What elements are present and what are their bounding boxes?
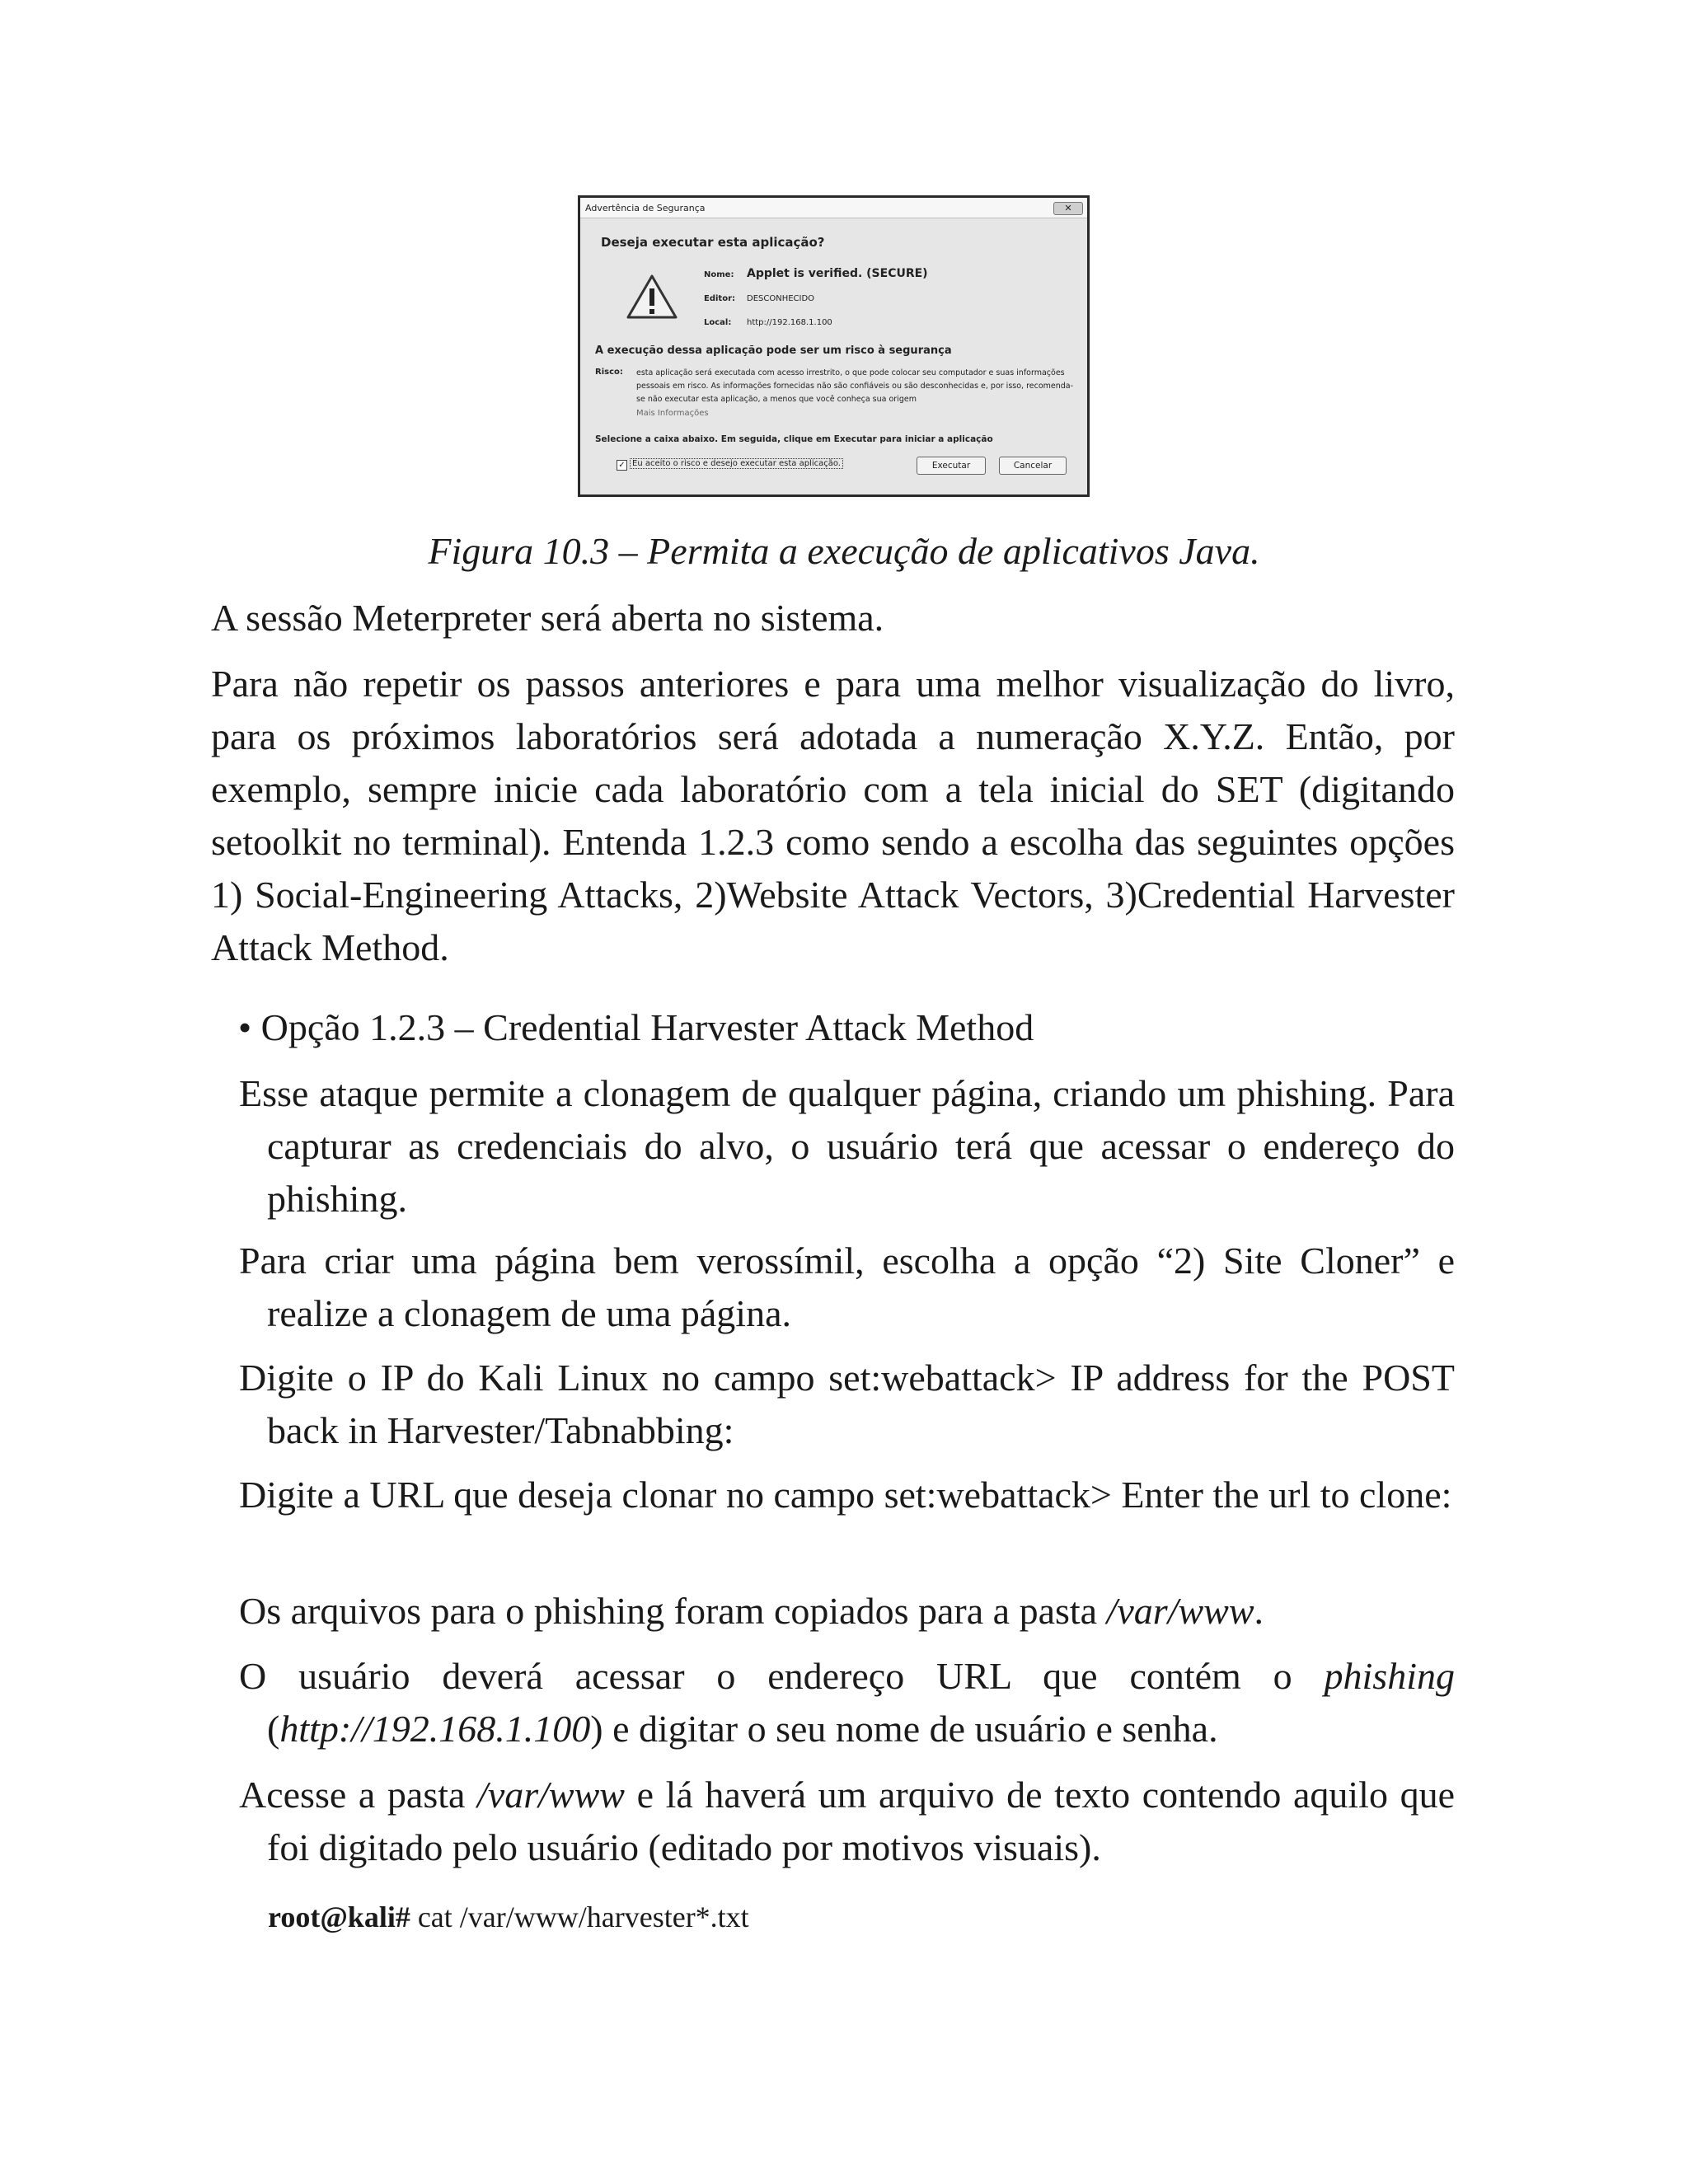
step-text: .	[1254, 1590, 1264, 1632]
command-text: cat /var/www/harvester*.txt	[410, 1900, 749, 1933]
step-item: Esse ataque permite a clonagem de qualquer página, criando um phishing. Para capturar as credenciais do alvo, o usuário terá que acessar o endereço do phishing.	[239, 1072, 1455, 1220]
step-item: Digite o IP do Kali Linux no campo set:webattack> IP address for the POST back in Harvester/Tabnabbing:	[239, 1357, 1455, 1451]
paragraph-session	[211, 592, 1455, 644]
warning-icon	[626, 274, 678, 320]
shell-prompt: root@kali#	[268, 1900, 410, 1933]
location-label: Local:	[704, 318, 732, 327]
step-item: Para criar uma página bem verossímil, escolha a opção “2) Site Cloner” e realize a clonagem de uma página.	[239, 1240, 1455, 1334]
publisher-value: DESCONHECIDO	[747, 294, 815, 303]
bullet-option-heading: • Opção 1.2.3 – Credential Harvester Attack Method	[238, 1006, 1034, 1048]
accept-checkbox: ✓	[617, 460, 627, 471]
security-warning-figure	[578, 195, 1090, 497]
dialog-instruction: Selecione a caixa abaixo. Em seguida, clique em Executar para iniciar a aplicação	[595, 434, 993, 444]
more-info-link: Mais Informações	[636, 409, 709, 418]
step-item	[239, 1650, 1455, 1755]
phishing-term: phishing	[1324, 1655, 1455, 1697]
step-text: Acesse a pasta	[239, 1774, 478, 1816]
risk-label: Risco:	[595, 368, 623, 377]
dialog-title: Advertência de Segurança	[585, 203, 706, 213]
path-text: /var/www	[477, 1774, 625, 1816]
step-text: ) e digitar o seu nome de usuário e senha.	[590, 1708, 1218, 1750]
risk-text: esta aplicação será executada com acesso irrestrito, o que pode colocar seu computador e suas informações pessoais em risco. As informações fornecidas não são confiáveis ou são desconhecidas e, por isso, recomenda-se não executar esta aplicação, a menos que você conheça sua origem	[636, 368, 1074, 404]
step-item	[239, 1585, 1455, 1638]
cancel-button: Cancelar	[999, 457, 1067, 475]
step-text: O usuário deverá acessar o endereço URL que contém o	[239, 1655, 1325, 1697]
paragraph-text: A sessão Meterpreter será aberta no sistema.	[211, 597, 884, 639]
publisher-label: Editor:	[704, 294, 735, 303]
paragraph-text: Para não repetir os passos anteriores e para uma melhor visualização do livro, para os próximos laboratórios será adotada a numeração X.Y.Z. Então, por exemplo, sempre inicie cada laboratório com a tela inicial do SET (digitando setoolkit no terminal). Entenda 1.2.3 como sendo a escolha das seguintes opções 1) Social-Engineering Attacks, 2)Website Attack Vectors, 3)Credential Harvester Attack Method.	[211, 663, 1455, 968]
risk-heading: A execução dessa aplicação pode ser um risco à segurança	[595, 344, 952, 357]
url-text: http://192.168.1.100	[279, 1708, 591, 1750]
location-value: http://192.168.1.100	[747, 318, 832, 327]
paragraph-numbering	[211, 658, 1455, 974]
run-button: Executar	[917, 457, 986, 475]
dialog-question: Deseja executar esta aplicação?	[601, 235, 825, 250]
step-text: (	[267, 1708, 280, 1750]
path-text: /var/www	[1106, 1590, 1254, 1632]
close-icon: ✕	[1053, 202, 1083, 215]
accept-checkbox-label: Eu aceito o risco e desejo executar esta aplicação.	[630, 458, 843, 469]
dialog-titlebar	[580, 198, 1087, 218]
step-text: e lá haverá um arquivo de texto contendo aquilo que foi digitado pelo usuário (editado por motivos visuais).	[267, 1774, 1455, 1868]
terminal-command	[268, 1897, 749, 1937]
name-label: Nome:	[704, 270, 734, 279]
figure-caption: Figura 10.3 – Permita a execução de aplicativos Java.	[428, 530, 1260, 572]
step-item	[239, 1769, 1455, 1874]
step-item: Digite a URL que deseja clonar no campo set:webattack> Enter the url to clone:	[239, 1474, 1452, 1516]
name-value: Applet is verified. (SECURE)	[747, 267, 928, 280]
step-text: Os arquivos para o phishing foram copiados para a pasta	[239, 1590, 1107, 1632]
